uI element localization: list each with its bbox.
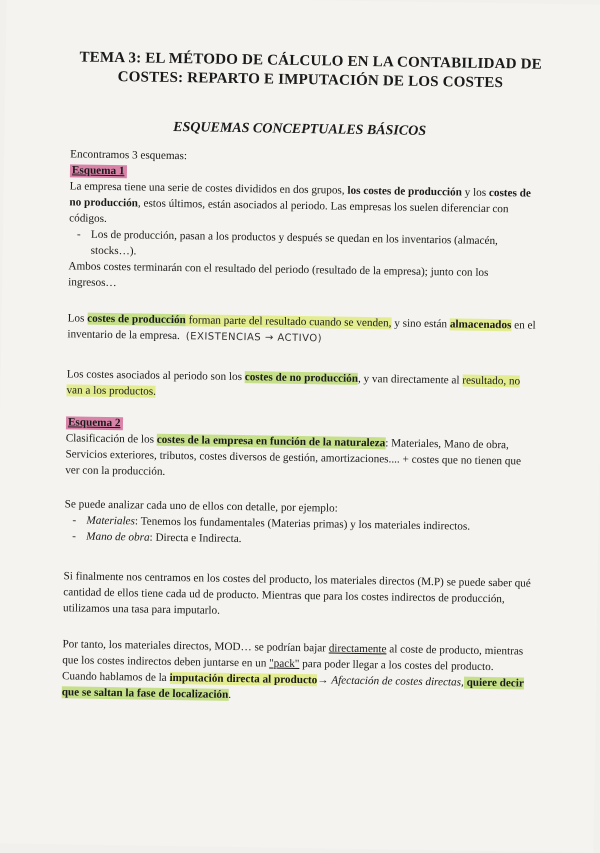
text-span: y los <box>461 186 490 199</box>
text-span: para poder llegar a los costes del producto. <box>299 658 494 674</box>
esquema-2-paragraph-5 <box>62 668 532 707</box>
text-span: Cuando hablamos de la <box>61 670 170 684</box>
italic-span: Mano de obra <box>86 530 150 544</box>
underlined-span: "pack" <box>269 657 300 671</box>
title-line-1: TEMA 3: EL MÉTODO DE CÁLCULO EN LA CONTABILIDAD DE <box>79 49 543 73</box>
esquema-1-section <box>68 146 540 297</box>
text-span: La empresa tiene una serie de costes divididos en dos grupos, <box>69 180 348 197</box>
esquema-2-section <box>65 414 536 485</box>
esquema-1-tag: Esquema 1 <box>70 164 127 178</box>
esquema-2-paragraph-4 <box>62 636 533 707</box>
highlight-span: costes de no producción <box>244 371 359 385</box>
text-span: → <box>317 674 332 687</box>
highlight-span: costes de la empresa en función de la naturaleza <box>156 433 386 450</box>
esquema-1-paragraph-3 <box>67 310 537 350</box>
text-span: en el inventario de la empresa. <box>67 319 536 343</box>
text-span: Los <box>67 312 88 325</box>
title-line-2: COSTES: REPARTO E IMPUTACIÓN DE LOS COSTES <box>117 69 504 92</box>
highlight-span: imputación directa al producto <box>169 671 318 687</box>
text-span: y sino están <box>391 317 450 331</box>
handwritten-note: (EXISTENCIAS → ACTIVO) <box>185 331 323 345</box>
text-span: Clasificación de los <box>65 432 157 446</box>
esquema-1-paragraph-1 <box>69 178 540 233</box>
esquema-2-tag: Esquema 2 <box>66 416 123 430</box>
esquema-2-examples <box>64 496 535 551</box>
highlight-span: forman parte del resultado cuando se venden, <box>185 314 392 330</box>
list-item: - Los de producción, pasan a los productos y después se quedan en los inventarios (almacén, stocks…). <box>91 227 539 266</box>
esquema-1-paragraph-4 <box>66 366 536 405</box>
document-title <box>75 48 546 93</box>
esquema-2-paragraph-2: Se puede analizar cada uno de ellos con detalle, por ejemplo: <box>64 498 338 515</box>
highlight-span: quiere decir que se saltan la fase de localización <box>61 676 524 701</box>
intro-text: Encontramos 3 esquemas: <box>70 148 188 163</box>
text-span: Los costes asociados al periodo son los <box>66 368 245 384</box>
bold-span: costes de no producción <box>69 186 531 210</box>
esquema-2-list <box>64 512 534 551</box>
italic-span: Materiales <box>86 514 136 528</box>
esquema-2-paragraph-3: Si finalmente nos centramos en los costes del producto, los materiales directos (M.P) se puede saber qué cantidad de ellos tiene cada ud de producto. Mientras que para los costes indirectos de producción, utilizamos una tasa para imputarlo. <box>62 570 531 617</box>
bold-span: los costes de producción <box>347 184 462 199</box>
text-span: al coste de producto, mientras que los costes indirectos deben juntarse en un <box>62 643 524 670</box>
text-span: , y van directamente al <box>357 372 463 387</box>
text-span: : Materiales, Mano de obra, Servicios exteriores, tributos, costes diversos de gestión, amortizaciones.... + costes que no tienen que ver con la producción. <box>65 437 522 478</box>
esquema-2-paragraph-1 <box>65 430 536 485</box>
text-span: : Tenemos los fundamentales (Materias primas) y los materiales indirectos. <box>134 515 471 533</box>
highlight-span: resultado, no van a los productos. <box>66 374 521 398</box>
underlined-span: directamente <box>328 642 387 656</box>
text-span: . <box>228 688 232 701</box>
section-subtitle: ESQUEMAS CONCEPTUALES BÁSICOS <box>173 119 427 139</box>
esquema-1-paragraph-2: Ambos costes terminarán con el resultado del periodo (resultado de la empresa); junto con los ingresos… <box>68 260 489 290</box>
text-span: : Directa e Indirecta. <box>149 531 242 546</box>
highlight-span: almacenados <box>449 318 512 332</box>
italic-span: Afectación de costes directas, <box>331 674 464 689</box>
text-span: Por tanto, los materiales directos, MOD… se podrían bajar <box>62 638 329 655</box>
highlight-span: costes de producción <box>87 312 186 327</box>
text-span: , estos últimos, están asociados al periodo. Las empresas los suelen diferenciar con códigos. <box>69 197 509 225</box>
